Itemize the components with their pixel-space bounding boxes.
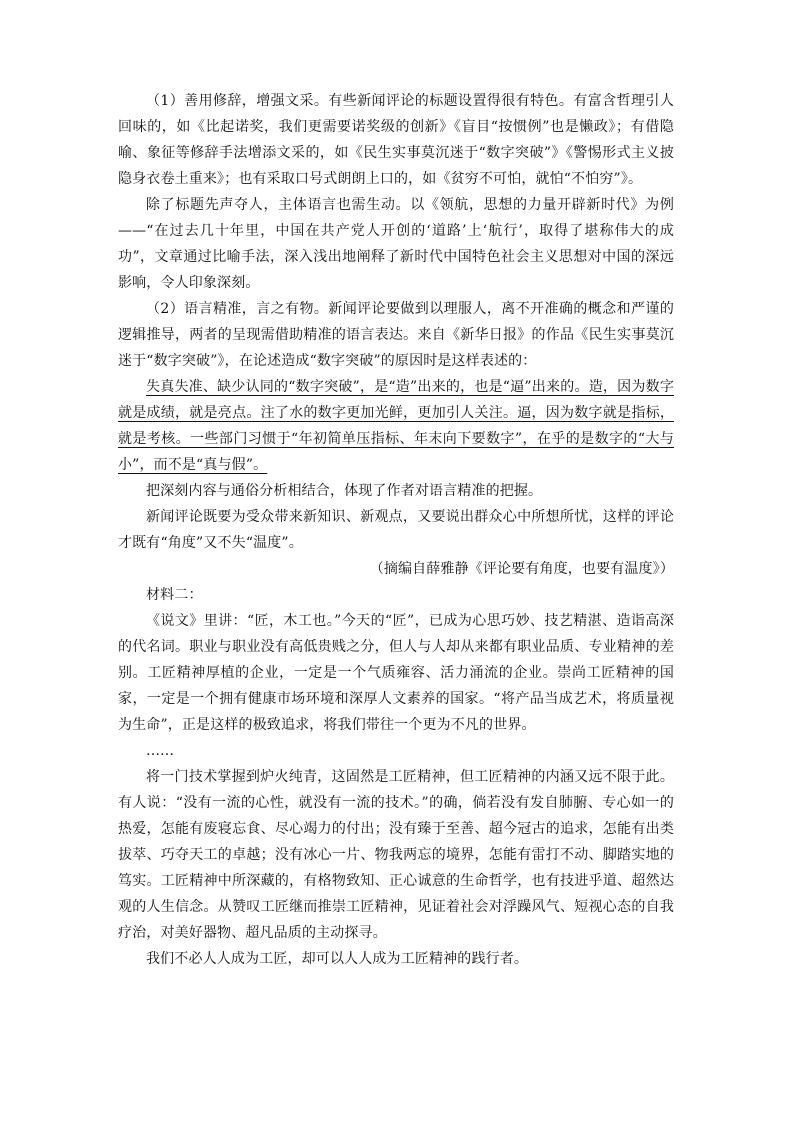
paragraph-rhetoric: （1）善用修辞，增强文采。有些新闻评论的标题设置得很有特色。有富含哲理引人回味的，如《比起诺奖，我们更需要诺奖级的创新》《盲目“按惯例”也是懒政》；有借隐喻、象征等修辞手法增添文采的，如《民生实事莫沉迷于“数字突破”》《警惕形式主义披隐身衣卷土重来》；也有采取口号式朗朗上口的，如《贫穷不可怕，就怕“不怕穷”》。: [118, 93, 674, 187]
paragraph-summary: 把深刻内容与通俗分析相结合，体现了作者对语言精准的把握。: [146, 483, 543, 499]
paragraph-conclusion: 我们不必人人成为工匠，却可以人人成为工匠精神的践行者。: [146, 951, 529, 967]
paragraph-shuowen: 《说文》里讲：“匠，木工也。”今天的“匠”，已成为心思巧妙、技艺精湛、造诣高深的代名词。职业与职业没有高低贵贱之分，但人与人却从来都有职业品质、专业精神的差别。工匠精神厚植的企业，一定是一个气质雍容、活力涌流的企业。崇尚工匠精神的国家，一定是一个拥有健康市场环境和深厚人文素养的国家。“将产品当成艺术，将质量视为生命”，正是这样的极致追求，将我们带往一个更为不凡的世界。: [118, 613, 674, 733]
paragraph-main-language: 除了标题先声夺人，主体语言也需生动。以《领航，思想的力量开辟新时代》为例——“在过去几十年里，中国在共产党人开创的‘道路’上‘航行’，取得了堪称伟大的成功”，文章通过比喻手法，深入浅出地阐释了新时代中国特色社会主义思想对中国的深远影响，令人印象深刻。: [118, 197, 674, 291]
document-page: [118, 88, 674, 972]
quoted-passage-underlined: 失真失准、缺少认同的“数字突破”，是“造”出来的，也是“逼”出来的。造，因为数字就是成绩，就是亮点。注了水的数字更加光鲜，更加引人关注。逼，因为数字就是指标，就是考核。一些部门习惯于“年初简单压指标、年末向下要数字”，在乎的是数字的“大与小”，而不是“真与假”。: [118, 379, 674, 473]
paragraph-angle-warmth: 新闻评论既要为受众带来新知识、新观点，又要说出群众心中所想所忧，这样的评论才既有“角度”又不失“温度”。: [118, 509, 674, 551]
ellipsis: ……: [146, 743, 174, 759]
material-two-label: 材料二：: [146, 587, 203, 603]
source-citation: （摘编自薛雅静《评论要有角度，也要有温度》）: [369, 561, 674, 577]
paragraph-precise-language: （2）语言精准，言之有物。新闻评论要做到以理服人，离不开准确的概念和严谨的逻辑推导，两者的呈现需借助精准的语言表达。来自《新华日报》的作品《民生实事莫沉迷于“数字突破”》，在论述造成“数字突破”的原因时是这样表述的：: [118, 301, 674, 369]
paragraph-craftsman-spirit: 将一门技术掌握到炉火纯青，这固然是工匠精神，但工匠精神的内涵又远不限于此。有人说：“没有一流的心性，就没有一流的技术。”的确，倘若没有发自肺腑、专心如一的热爱，怎能有废寝忘食、尽心竭力的付出；没有臻于至善、超今冠古的追求，怎能有出类拔萃、巧夺天工的卓越；没有冰心一片、物我两忘的境界，怎能有雷打不动、脚踏实地的笃实。工匠精神中所深藏的，有格物致知、正心诚意的生命哲学，也有技进乎道、超然达观的人生信念。从赞叹工匠继而推崇工匠精神，见证着社会对浮躁风气、短视心态的自我疗治，对美好器物、超凡品质的主动探寻。: [118, 769, 674, 941]
